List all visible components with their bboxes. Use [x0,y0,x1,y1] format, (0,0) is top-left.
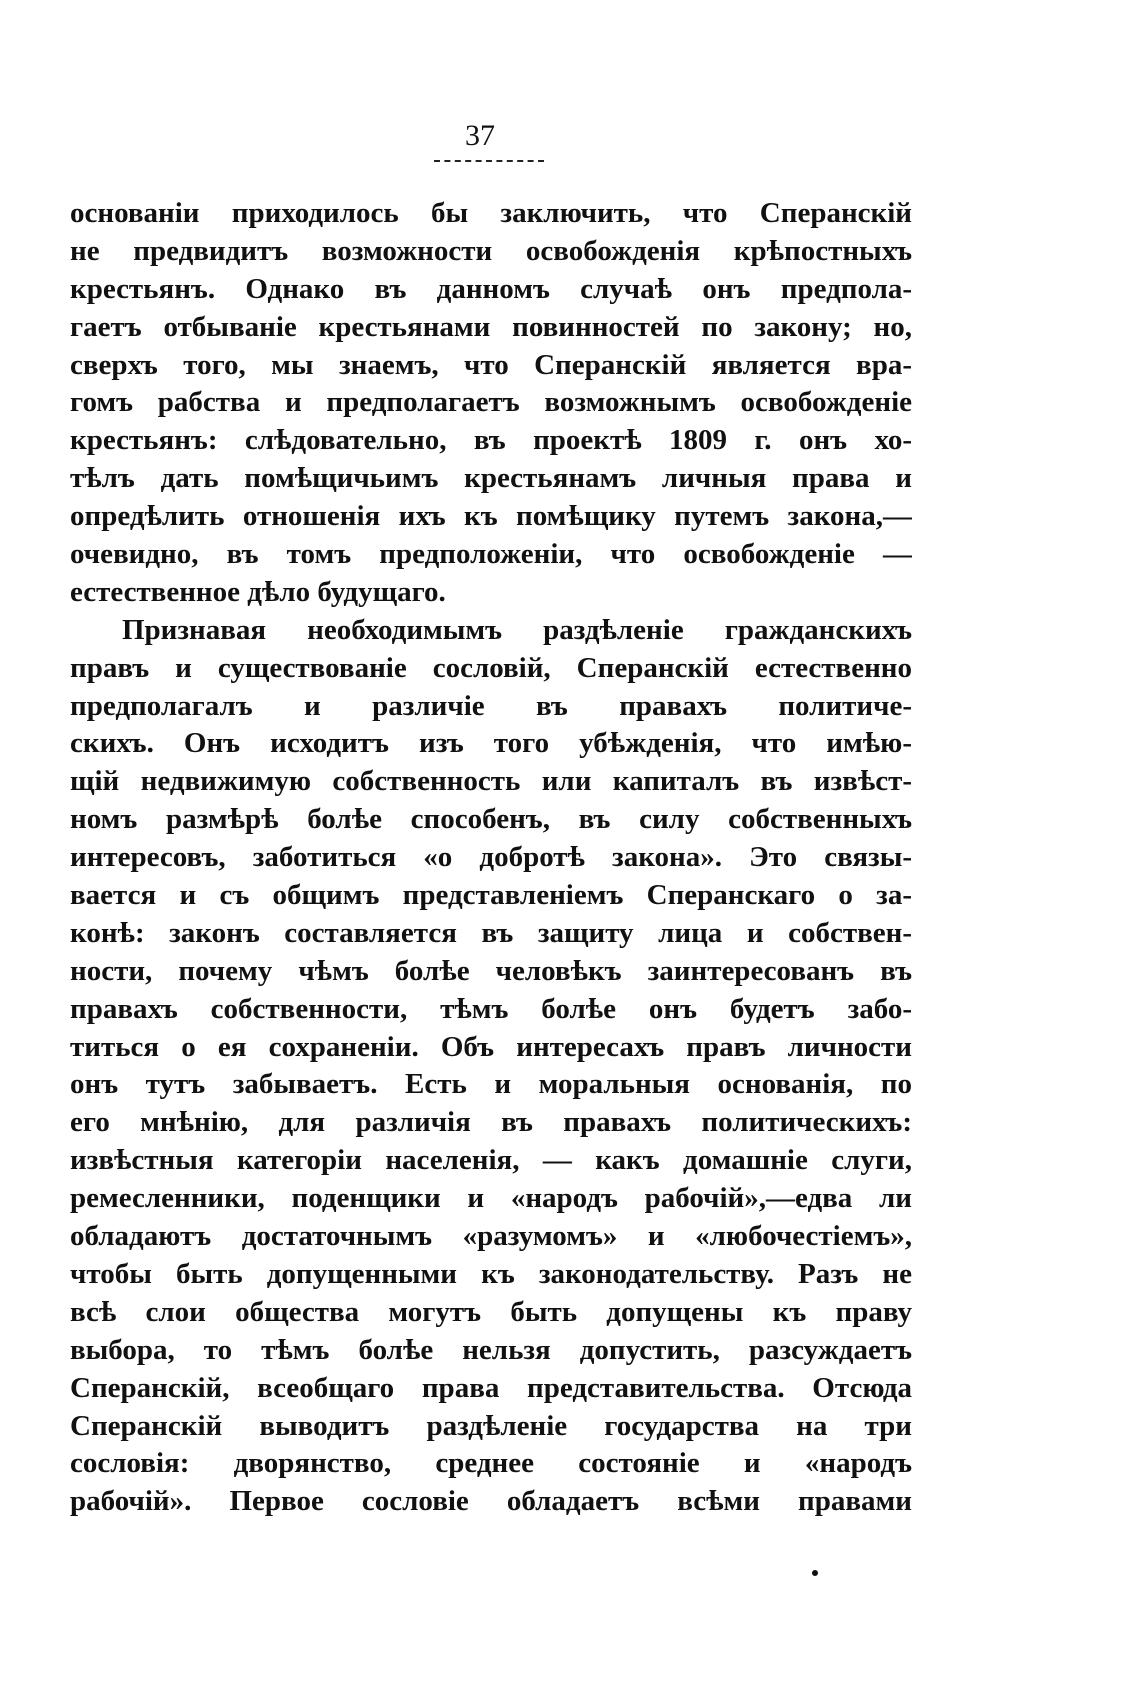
text-line: крестьянъ. Однако въ данномъ случаѣ онъ предпола- [70,272,912,305]
text-line: рабочій». Первое сословіе обладаетъ всѣми правами [70,1485,912,1518]
text-line: правахъ собственности, тѣмъ болѣе онъ будетъ забо- [70,992,912,1025]
page-number-rule [434,160,544,162]
text-line: номъ размѣрѣ болѣе способенъ, въ силу собственныхъ [70,803,912,836]
text-line: ности, почему чѣмъ болѣе человѣкъ заинтересованъ въ [70,954,912,987]
ink-speck [812,1570,818,1576]
text-line: не предвидитъ возможности освобожденія крѣпостныхъ [70,234,912,267]
text-line: очевидно, въ томъ предположеніи, что освобожденіе — [70,538,912,571]
text-line: правъ и существованіе сословій, Сперанскій естественно [70,651,912,684]
page-number: 37 [465,119,495,152]
text-line: конѣ: законъ составляется въ защиту лица и собствен- [70,916,912,949]
text-line: гаетъ отбываніе крестьянами повинностей по закону; но, [70,310,912,343]
text-line: предполагалъ и различіе въ правахъ политиче- [70,689,912,722]
text-line: Сперанскій, всеобщаго права представительства. Отсюда [70,1371,912,1404]
text-line: его мнѣнію, для различія въ правахъ политическихъ: [70,1106,912,1139]
text-line: онъ тутъ забываетъ. Есть и моральныя основанія, по [70,1068,912,1101]
text-line: интересовъ, заботиться «о добротѣ закона». Это связы- [70,841,912,874]
paragraph-start-line: Признавая необходимымъ раздѣленіе гражданскихъ [122,613,912,646]
paragraph-end-line: естественное дѣло будущаго. [70,575,446,608]
text-line: гомъ рабства и предполагаетъ возможнымъ освобожденіе [70,386,912,419]
text-line: вается и съ общимъ представленіемъ Сперанскаго о за- [70,879,912,912]
text-line: выбора, то тѣмъ болѣе нельзя допустить, разсуждаетъ [70,1333,912,1366]
text-line: крестьянъ: слѣдовательно, въ проектѣ 1809 г. онъ хо- [70,424,912,457]
text-line: щій недвижимую собственность или капиталъ въ извѣст- [70,765,912,798]
text-line: извѣстныя категоріи населенія, — какъ домашніе слуги, [70,1144,912,1177]
text-line: основаніи приходилось бы заключить, что Сперанскій [70,197,912,229]
text-line: всѣ слои общества могутъ быть допущены къ праву [70,1295,912,1328]
text-line: обладаютъ достаточнымъ «разумомъ» и «любочестіемъ», [70,1220,912,1253]
body-text [70,195,912,1521]
text-line: опредѣлить отношенія ихъ къ помѣщику путемъ закона,— [70,500,912,533]
text-line: чтобы быть допущенными къ законодательству. Разъ не [70,1257,912,1290]
text-line: ремесленники, поденщики и «народъ рабочій»,—едва ли [70,1182,912,1215]
text-line: сверхъ того, мы знаемъ, что Сперанскій является вра- [70,348,912,381]
text-line: Сперанскій выводитъ раздѣленіе государства на три [70,1409,912,1442]
text-line: скихъ. Онъ исходитъ изъ того убѣжденія, что имѣю- [70,727,912,760]
text-line: титься о ея сохраненіи. Объ интересахъ правъ личности [70,1030,912,1063]
text-line: сословія: дворянство, среднее состояніе и «народъ [70,1447,912,1480]
text-line: тѣлъ дать помѣщичьимъ крестьянамъ личныя права и [70,462,912,495]
